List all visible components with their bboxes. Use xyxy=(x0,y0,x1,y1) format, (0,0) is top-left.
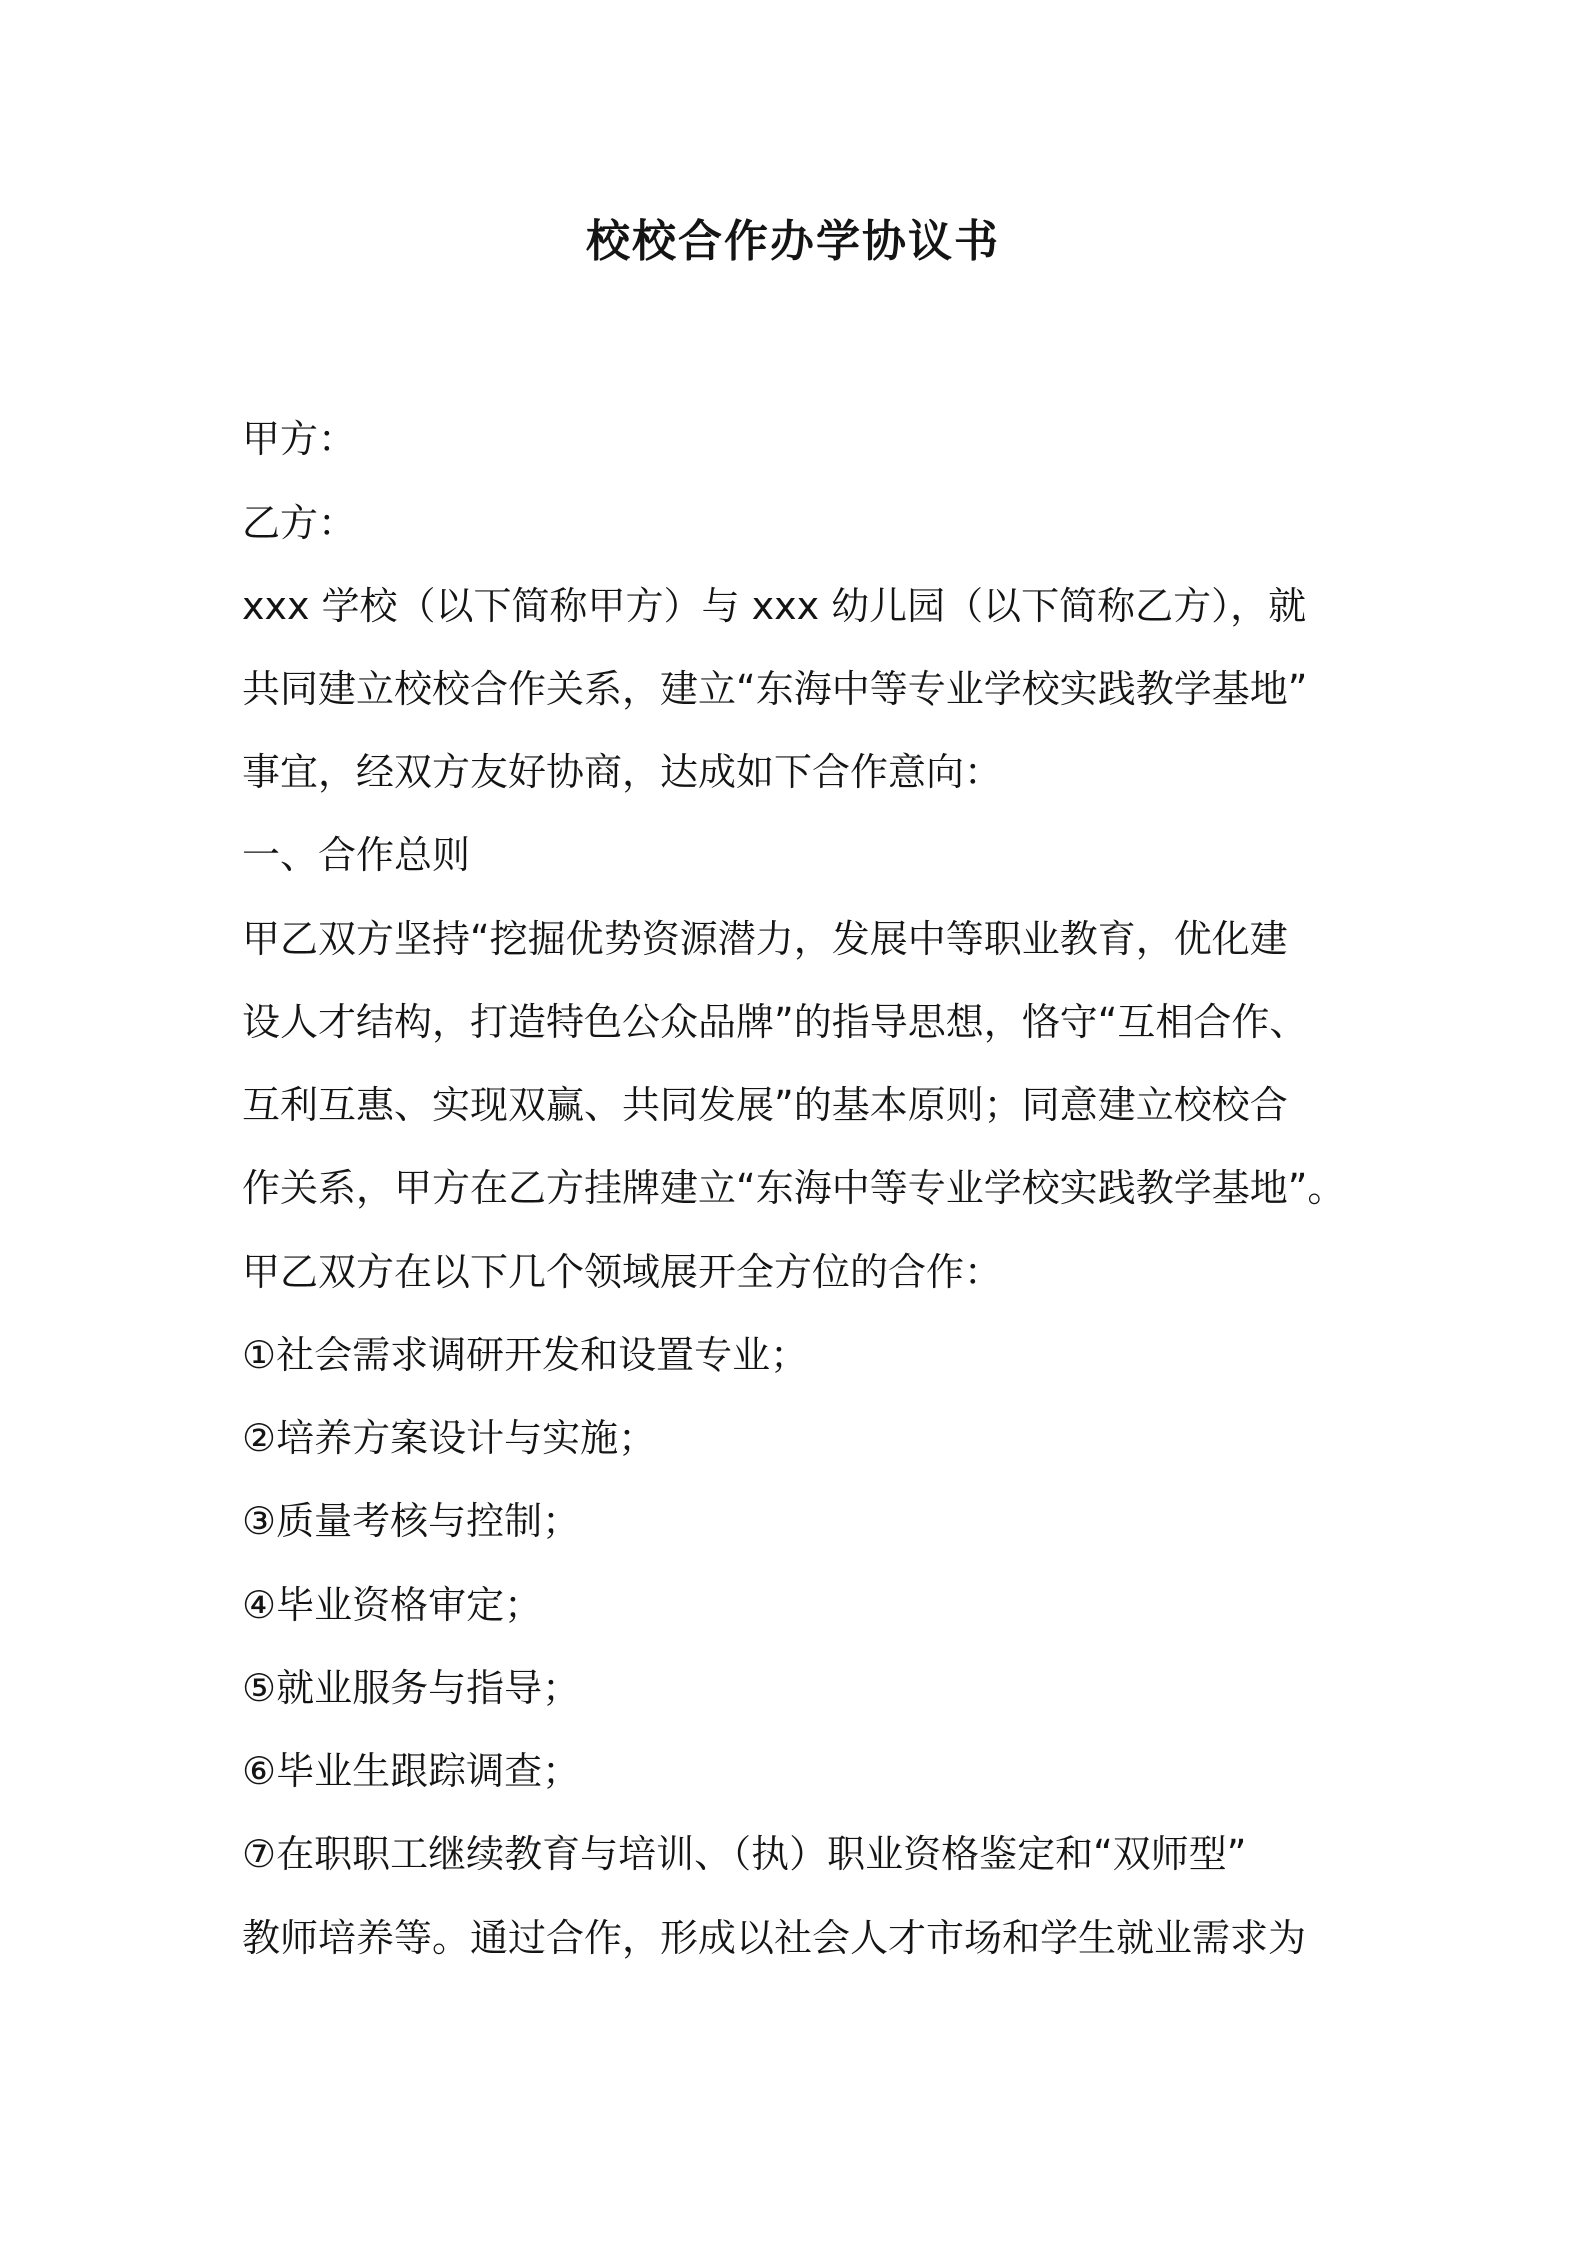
body-line: xxx 学校（以下简称甲方）与 xxx 幼儿园（以下简称乙方），就 xyxy=(242,584,1307,628)
body-line: 互利互惠、实现双赢、共同发展”的基本原则；同意建立校校合 xyxy=(242,1083,1288,1127)
list-item: ⑦在职职工继续教育与培训、（执）职业资格鉴定和“双师型” xyxy=(242,1832,1247,1876)
list-item: ①社会需求调研开发和设置专业； xyxy=(242,1333,809,1377)
body-line: 共同建立校校合作关系，建立“东海中等专业学校实践教学基地” xyxy=(242,667,1308,711)
body-line: 作关系，甲方在乙方挂牌建立“东海中等专业学校实践教学基地”。 xyxy=(242,1166,1346,1210)
party-a-label: 甲方： xyxy=(242,417,357,461)
body-line: 教师培养等。通过合作，形成以社会人才市场和学生就业需求为 xyxy=(242,1916,1307,1960)
list-item: ③质量考核与控制； xyxy=(242,1499,581,1543)
party-b-label: 乙方： xyxy=(242,501,357,545)
list-item: ②培养方案设计与实施； xyxy=(242,1416,657,1460)
body-line: 事宜，经双方友好协商，达成如下合作意向： xyxy=(242,750,1003,794)
section-heading: 一、合作总则 xyxy=(242,833,471,877)
document-title: 校校合作办学协议书 xyxy=(586,216,1000,267)
list-item: ⑥毕业生跟踪调查； xyxy=(242,1749,581,1793)
body-line: 甲乙双方坚持“挖掘优势资源潜力，发展中等职业教育，优化建 xyxy=(242,917,1288,961)
body-line: 甲乙双方在以下几个领域展开全方位的合作： xyxy=(242,1250,1003,1294)
body-line: 设人才结构，打造特色公众品牌”的指导思想，恪守“互相合作、 xyxy=(242,1000,1308,1044)
list-item: ④毕业资格审定； xyxy=(242,1583,543,1627)
list-item: ⑤就业服务与指导； xyxy=(242,1666,581,1710)
